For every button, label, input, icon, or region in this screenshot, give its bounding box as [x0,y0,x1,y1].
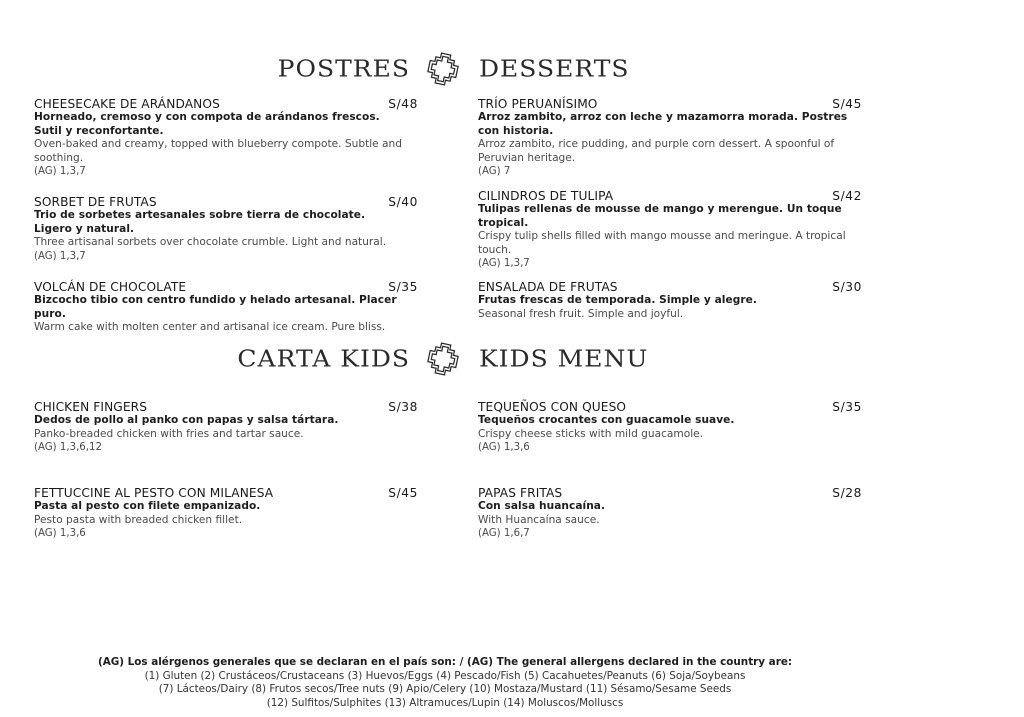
item-allergens: (AG) 1,3,7 [478,258,530,269]
item-price: S/45 [388,486,418,500]
menu-item [478,189,862,271]
item-price: S/35 [832,400,862,414]
allergen-legend [0,656,890,710]
menu-item [478,280,862,321]
item-allergens: (AG) 7 [478,166,511,177]
item-price: S/35 [388,280,418,294]
item-description-en: Panko-breaded chicken with fries and tartar sauce. [34,427,304,440]
item-description-en: Arroz zambito, rice pudding, and purple corn dessert. A spoonful of Peruvian heritage. [478,138,835,164]
item-description-es: Tequeños crocantes con guacamole suave. [478,414,735,426]
item-description-en: Crispy cheese sticks with mild guacamole. [478,427,704,440]
andean-chakana-emblem-icon [424,340,462,378]
item-description-es: Frutas frescas de temporada. Simple y alegre. [478,294,757,306]
menu-item [34,280,418,335]
menu-item [478,400,862,455]
menu-item [34,195,418,263]
item-price: S/48 [388,97,418,111]
item-description-en: Pesto pasta with breaded chicken fillet. [34,513,243,526]
item-description-en: Crispy tulip shells filled with mango mousse and meringue. A tropical touch. [478,230,846,256]
item-allergens: (AG) 1,6,7 [478,528,530,539]
item-name: FETTUCCINE AL PESTO CON MILANESA [34,486,274,500]
menu-item [478,486,862,541]
item-description-en: Oven-baked and creamy, topped with blueberry compote. Subtle and soothing. [34,138,402,164]
item-description-en: Seasonal fresh fruit. Simple and joyful. [478,307,684,320]
menu-item [34,97,418,179]
allergen-legend-line: (1) Gluten (2) Crustáceos/Crustaceans (3) Huevos/Eggs (4) Pescado/Fish (5) Cacahuetes/Peanuts (6) Soja/Soybeans [144,669,746,682]
item-description-es: Con salsa huancaína. [478,500,606,512]
item-description-es: Arroz zambito, arroz con leche y mazamorra morada. Postres con historia. [478,111,848,137]
item-description-es: Pasta al pesto con filete empanizado. [34,500,261,512]
allergen-legend-line: (12) Sulfitos/Sulphites (13) Altramuces/Lupin (14) Moluscos/Molluscs [266,696,624,709]
item-name: ENSALADA DE FRUTAS [478,280,618,294]
menu-item [34,486,418,541]
item-description-es: Trio de sorbetes artesanales sobre tierra de chocolate. Ligero y natural. [34,209,366,235]
section-title-es: POSTRES [277,55,410,82]
menu-item [478,97,862,179]
item-description-en: With Huancaína sauce. [478,513,600,526]
item-name: PAPAS FRITAS [478,486,563,500]
item-price: S/42 [832,189,862,203]
item-name: CILINDROS DE TULIPA [478,189,614,203]
item-name: CHICKEN FINGERS [34,400,148,414]
allergen-legend-line: (7) Lácteos/Dairy (8) Frutos secos/Tree nuts (9) Apio/Celery (10) Mostaza/Mustard (11) Sésamo/Sesame Seeds [158,683,732,696]
item-name: VOLCÁN DE CHOCOLATE [34,280,187,294]
kids-section-header [0,339,1024,379]
item-description-es: Bizcocho tibio con centro fundido y helado artesanal. Placer puro. [34,294,397,320]
item-description-es: Tulipas rellenas de mousse de mango y merengue. Un toque tropical. [478,203,842,229]
item-allergens: (AG) 1,3,7 [34,250,86,262]
allergen-legend-heading: (AG) Los alérgenos generales que se declaran en el país son: / (AG) The general allergens declared in the country are: [97,656,793,668]
item-allergens: (AG) 1,3,6 [34,528,86,539]
item-description-en: Three artisanal sorbets over chocolate crumble. Light and natural. [34,236,387,248]
item-name: CHEESECAKE DE ARÁNDANOS [34,97,220,111]
section-title-es: CARTA KIDS [237,345,410,372]
item-description-es: Horneado, cremoso y con compota de arándanos frescos. Sutil y reconfortante. [34,111,380,137]
item-price: S/40 [388,195,418,209]
item-price: S/38 [388,400,418,414]
item-allergens: (AG) 1,3,6 [478,442,530,453]
item-name: SORBET DE FRUTAS [34,195,157,209]
desserts-section-header [0,49,1024,89]
item-description-en: Warm cake with molten center and artisanal ice cream. Pure bliss. [34,321,386,333]
menu-item [34,400,418,455]
item-name: TEQUEÑOS CON QUESO [478,400,627,414]
section-title-en: KIDS MENU [479,345,649,372]
section-title-en: DESSERTS [479,55,630,82]
item-name: TRÍO PERUANÍSIMO [478,97,598,111]
item-price: S/45 [832,97,862,111]
andean-chakana-emblem-icon [424,50,462,88]
item-allergens: (AG) 1,3,7 [34,166,86,177]
item-price: S/30 [832,280,862,294]
item-allergens: (AG) 1,3,6,12 [34,442,102,453]
item-description-es: Dedos de pollo al panko con papas y salsa tártara. [34,414,339,426]
item-price: S/28 [832,486,862,500]
